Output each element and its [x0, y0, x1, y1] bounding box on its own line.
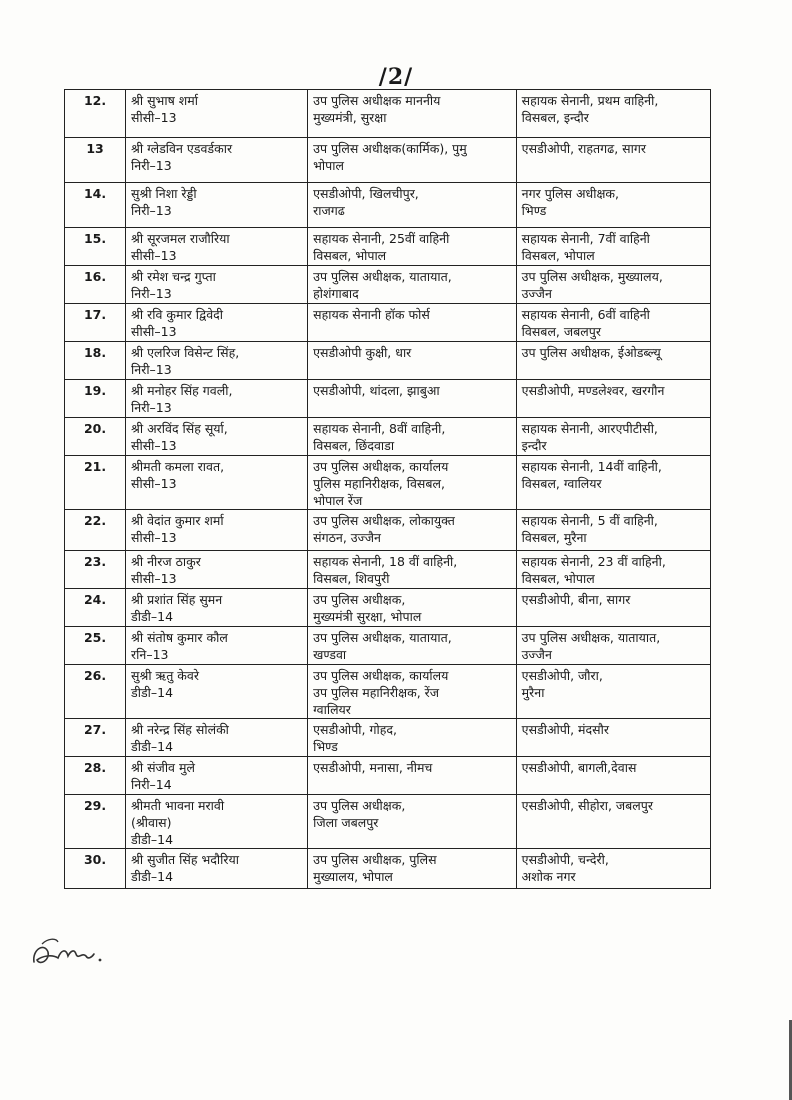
officer-name-line: सुश्री निशा रेड्डी — [131, 186, 197, 201]
current-posting-line: उप पुलिस महानिरीक्षक, रेंज — [313, 685, 440, 700]
officer-name-line: श्री संजीव मुले — [131, 760, 195, 775]
table-row — [65, 138, 711, 183]
officer-name-line: श्री वेदांत कुमार शर्मा — [131, 513, 224, 528]
officer-name-cell — [126, 342, 308, 380]
current-posting-line: विसबल, भोपाल — [313, 248, 387, 263]
new-posting-cell — [516, 183, 710, 228]
serial-number: 23. — [65, 551, 126, 589]
table-row — [65, 510, 711, 551]
officer-name-cell — [126, 589, 308, 627]
officer-name-line: निरी–13 — [131, 158, 172, 173]
table-row — [65, 551, 711, 589]
officer-name-cell — [126, 90, 308, 138]
current-posting-line: एसडीओपी, थांदला, झाबुआ — [313, 383, 440, 398]
officer-name-line: सुश्री ऋतु केवरे — [131, 668, 199, 683]
current-posting-line: राजगढ — [313, 203, 345, 218]
officer-name-line: सीसी–13 — [131, 110, 177, 125]
new-posting-cell — [516, 849, 710, 889]
officer-name-cell — [126, 138, 308, 183]
new-posting-cell — [516, 719, 710, 757]
new-posting-line: एसडीओपी, जौरा, — [521, 668, 603, 683]
officer-name-line: श्री सुजीत सिंह भदौरिया — [131, 852, 239, 867]
new-posting-cell — [516, 757, 710, 795]
officer-name-cell — [126, 266, 308, 304]
current-posting-cell — [308, 589, 517, 627]
officer-name-cell — [126, 719, 308, 757]
current-posting-cell — [308, 551, 517, 589]
current-posting-cell — [308, 304, 517, 342]
new-posting-line: विसबल, जबलपुर — [521, 324, 601, 339]
table-row — [65, 757, 711, 795]
table-row — [65, 719, 711, 757]
officer-name-line: श्री सूरजमल राजौरिया — [131, 231, 230, 246]
officer-name-line: सीसी–13 — [131, 571, 177, 586]
new-posting-line: विसबल, इन्दौर — [521, 110, 589, 125]
current-posting-line: एसडीओपी, खिलचीपुर, — [313, 186, 419, 201]
current-posting-line: एसडीओपी, मनासा, नीमच — [313, 760, 433, 775]
current-posting-cell — [308, 266, 517, 304]
new-posting-cell — [516, 589, 710, 627]
new-posting-cell — [516, 795, 710, 849]
signature-image — [28, 930, 108, 975]
new-posting-line: भिण्ड — [521, 203, 547, 218]
new-posting-cell — [516, 418, 710, 456]
new-posting-cell — [516, 380, 710, 418]
officer-name-line: डीडी–14 — [131, 832, 174, 847]
current-posting-line: भोपाल रेंज — [313, 493, 363, 508]
officer-name-line: रनि–13 — [131, 647, 169, 662]
table-row — [65, 304, 711, 342]
current-posting-line: उप पुलिस अधीक्षक, यातायात, — [313, 269, 452, 284]
officer-name-line: डीडी–14 — [131, 739, 174, 754]
officer-name-line: डीडी–14 — [131, 685, 174, 700]
new-posting-line: एसडीओपी, सीहोरा, जबलपुर — [521, 798, 653, 813]
current-posting-line: उप पुलिस अधीक्षक, कार्यालय — [313, 459, 449, 474]
officer-name-line: श्री रवि कुमार द्विवेदी — [131, 307, 224, 322]
serial-number: 25. — [65, 627, 126, 665]
new-posting-cell — [516, 456, 710, 510]
serial-number: 28. — [65, 757, 126, 795]
current-posting-line: पुलिस महानिरीक्षक, विसबल, — [313, 476, 445, 491]
new-posting-line: सहायक सेनानी, आरएपीटीसी, — [521, 421, 658, 436]
table-row — [65, 665, 711, 719]
new-posting-cell — [516, 510, 710, 551]
table-row — [65, 380, 711, 418]
new-posting-cell — [516, 627, 710, 665]
officer-name-line: श्री अरविंद सिंह सूर्या, — [131, 421, 228, 436]
new-posting-line: उप पुलिस अधीक्षक, यातायात, — [521, 630, 661, 645]
current-posting-cell — [308, 380, 517, 418]
new-posting-line: सहायक सेनानी, 23 वीं वाहिनी, — [521, 554, 666, 569]
officer-name-cell — [126, 665, 308, 719]
new-posting-line: एसडीओपी, बीना, सागर — [521, 592, 631, 607]
current-posting-line: उप पुलिस अधीक्षक, — [313, 592, 406, 607]
officer-name-line: (श्रीवास) — [131, 815, 172, 830]
officer-name-line: श्री नरेन्द्र सिंह सोलंकी — [131, 722, 229, 737]
current-posting-line: ग्वालियर — [313, 702, 351, 717]
new-posting-cell — [516, 304, 710, 342]
current-posting-line: मुख्यमंत्री, सुरक्षा — [313, 110, 387, 125]
officer-name-line: निरी–13 — [131, 362, 172, 377]
officer-name-cell — [126, 795, 308, 849]
current-posting-cell — [308, 342, 517, 380]
new-posting-line: इन्दौर — [521, 438, 547, 453]
current-posting-cell — [308, 228, 517, 266]
new-posting-line: एसडीओपी, बागली,देवास — [521, 760, 637, 775]
current-posting-cell — [308, 849, 517, 889]
officer-name-line: श्री रमेश चन्द्र गुप्ता — [131, 269, 216, 284]
table-row — [65, 456, 711, 510]
transfer-table-body — [65, 90, 711, 889]
table-row — [65, 589, 711, 627]
transfer-table — [64, 89, 711, 889]
new-posting-line: उप पुलिस अधीक्षक, ईओडब्ल्यू — [521, 345, 661, 360]
officer-name-line: सीसी–13 — [131, 438, 177, 453]
serial-number: 22. — [65, 510, 126, 551]
officer-name-cell — [126, 380, 308, 418]
officer-name-line: निरी–13 — [131, 286, 172, 301]
serial-number: 29. — [65, 795, 126, 849]
serial-number: 20. — [65, 418, 126, 456]
current-posting-line: सहायक सेनानी हॉक फोर्स — [313, 307, 430, 322]
officer-name-cell — [126, 510, 308, 551]
new-posting-line: मुरैना — [521, 685, 545, 700]
new-posting-line: विसबल, भोपाल — [521, 248, 595, 263]
officer-name-cell — [126, 849, 308, 889]
officer-name-line: श्री ग्लेडविन एडवर्डकार — [131, 141, 233, 156]
current-posting-cell — [308, 138, 517, 183]
new-posting-cell — [516, 551, 710, 589]
officer-name-line: श्रीमती भावना मरावी — [131, 798, 225, 813]
officer-name-line: श्री मनोहर सिंह गवली, — [131, 383, 233, 398]
serial-number: 30. — [65, 849, 126, 889]
officer-name-cell — [126, 228, 308, 266]
current-posting-line: होशंगाबाद — [313, 286, 359, 301]
serial-number: 17. — [65, 304, 126, 342]
new-posting-line: विसबल, मुरैना — [521, 530, 587, 545]
table-row — [65, 627, 711, 665]
current-posting-line: खण्डवा — [313, 647, 347, 662]
current-posting-cell — [308, 510, 517, 551]
new-posting-line: एसडीओपी, राहतगढ, सागर — [521, 141, 647, 156]
current-posting-line: विसबल, शिवपुरी — [313, 571, 390, 586]
officer-name-line: श्री प्रशांत सिंह सुमन — [131, 592, 223, 607]
new-posting-line: सहायक सेनानी, 14वीं वाहिनी, — [521, 459, 662, 474]
officer-name-cell — [126, 456, 308, 510]
current-posting-line: मुख्यालय, भोपाल — [313, 869, 393, 884]
officer-name-cell — [126, 183, 308, 228]
officer-name-line: डीडी–14 — [131, 609, 174, 624]
serial-number: 24. — [65, 589, 126, 627]
current-posting-line: विसबल, छिंदवाडा — [313, 438, 395, 453]
new-posting-line: एसडीओपी, मंदसौर — [521, 722, 609, 737]
new-posting-cell — [516, 90, 710, 138]
officer-name-cell — [126, 551, 308, 589]
serial-number: 27. — [65, 719, 126, 757]
current-posting-line: एसडीओपी, गोहद, — [313, 722, 398, 737]
officer-name-line: श्री सुभाष शर्मा — [131, 93, 198, 108]
table-row — [65, 795, 711, 849]
new-posting-cell — [516, 228, 710, 266]
current-posting-cell — [308, 795, 517, 849]
table-row — [65, 418, 711, 456]
current-posting-line: भिण्ड — [313, 739, 338, 754]
table-row — [65, 90, 711, 138]
current-posting-line: उप पुलिस अधीक्षक, यातायात, — [313, 630, 452, 645]
officer-name-line: निरी–13 — [131, 400, 172, 415]
current-posting-line: सहायक सेनानी, 25वीं वाहिनी — [313, 231, 450, 246]
new-posting-line: सहायक सेनानी, 6वीं वाहिनी — [521, 307, 650, 322]
current-posting-cell — [308, 456, 517, 510]
current-posting-cell — [308, 665, 517, 719]
serial-number: 13 — [65, 138, 126, 183]
new-posting-line: उज्जैन — [521, 286, 552, 301]
current-posting-line: उप पुलिस अधीक्षक(कार्मिक), पुमु — [313, 141, 467, 156]
officer-name-line: सीसी–13 — [131, 324, 177, 339]
serial-number: 18. — [65, 342, 126, 380]
current-posting-line: उप पुलिस अधीक्षक, कार्यालय — [313, 668, 449, 683]
current-posting-cell — [308, 183, 517, 228]
officer-name-line: सीसी–13 — [131, 476, 177, 491]
current-posting-line: जिला जबलपुर — [313, 815, 379, 830]
new-posting-line: एसडीओपी, मण्डलेश्वर, खरगौन — [521, 383, 665, 398]
new-posting-line: सहायक सेनानी, प्रथम वाहिनी, — [521, 93, 659, 108]
current-posting-line: उप पुलिस अधीक्षक, — [313, 798, 406, 813]
current-posting-line: संगठन, उज्जैन — [313, 530, 381, 545]
serial-number: 26. — [65, 665, 126, 719]
current-posting-line: सहायक सेनानी, 18 वीं वाहिनी, — [313, 554, 458, 569]
officer-name-line: निरी–13 — [131, 203, 172, 218]
serial-number: 14. — [65, 183, 126, 228]
new-posting-line: उज्जैन — [521, 647, 552, 662]
officer-name-cell — [126, 757, 308, 795]
current-posting-cell — [308, 757, 517, 795]
new-posting-line: नगर पुलिस अधीक्षक, — [521, 186, 619, 201]
table-row — [65, 183, 711, 228]
new-posting-line: सहायक सेनानी, 7वीं वाहिनी — [521, 231, 650, 246]
officer-name-line: सीसी–13 — [131, 248, 177, 263]
current-posting-line: मुख्यमंत्री सुरक्षा, भोपाल — [313, 609, 422, 624]
officer-name-line: श्री नीरज ठाकुर — [131, 554, 201, 569]
table-row — [65, 228, 711, 266]
officer-name-line: श्री संतोष कुमार कौल — [131, 630, 228, 645]
current-posting-line: उप पुलिस अधीक्षक, पुलिस — [313, 852, 437, 867]
officer-name-line: डीडी–14 — [131, 869, 174, 884]
officer-name-line: श्रीमती कमला रावत, — [131, 459, 225, 474]
new-posting-line: उप पुलिस अधीक्षक, मुख्यालय, — [521, 269, 663, 284]
current-posting-cell — [308, 90, 517, 138]
serial-number: 19. — [65, 380, 126, 418]
serial-number: 16. — [65, 266, 126, 304]
page-number: /2/ — [378, 64, 414, 90]
table-row — [65, 266, 711, 304]
new-posting-line: विसबल, ग्वालियर — [521, 476, 602, 491]
new-posting-cell — [516, 665, 710, 719]
officer-name-line: श्री एलरिज विसेन्ट सिंह, — [131, 345, 240, 360]
current-posting-cell — [308, 627, 517, 665]
current-posting-cell — [308, 418, 517, 456]
serial-number: 21. — [65, 456, 126, 510]
officer-name-cell — [126, 627, 308, 665]
new-posting-cell — [516, 342, 710, 380]
table-row — [65, 342, 711, 380]
current-posting-line: एसडीओपी कुक्षी, धार — [313, 345, 412, 360]
new-posting-cell — [516, 138, 710, 183]
officer-name-line: सीसी–13 — [131, 530, 177, 545]
serial-number: 15. — [65, 228, 126, 266]
current-posting-line: उप पुलिस अधीक्षक, लोकायुक्त — [313, 513, 455, 528]
current-posting-line: भोपाल — [313, 158, 344, 173]
officer-name-cell — [126, 418, 308, 456]
officer-name-cell — [126, 304, 308, 342]
officer-name-line: निरी–14 — [131, 777, 172, 792]
new-posting-line: सहायक सेनानी, 5 वीं वाहिनी, — [521, 513, 658, 528]
current-posting-line: सहायक सेनानी, 8वीं वाहिनी, — [313, 421, 446, 436]
table-row — [65, 849, 711, 889]
new-posting-line: विसबल, भोपाल — [521, 571, 595, 586]
current-posting-cell — [308, 719, 517, 757]
serial-number: 12. — [65, 90, 126, 138]
new-posting-cell — [516, 266, 710, 304]
new-posting-line: एसडीओपी, चन्देरी, — [521, 852, 609, 867]
new-posting-line: अशोक नगर — [521, 869, 576, 884]
current-posting-line: उप पुलिस अधीक्षक माननीय — [313, 93, 441, 108]
